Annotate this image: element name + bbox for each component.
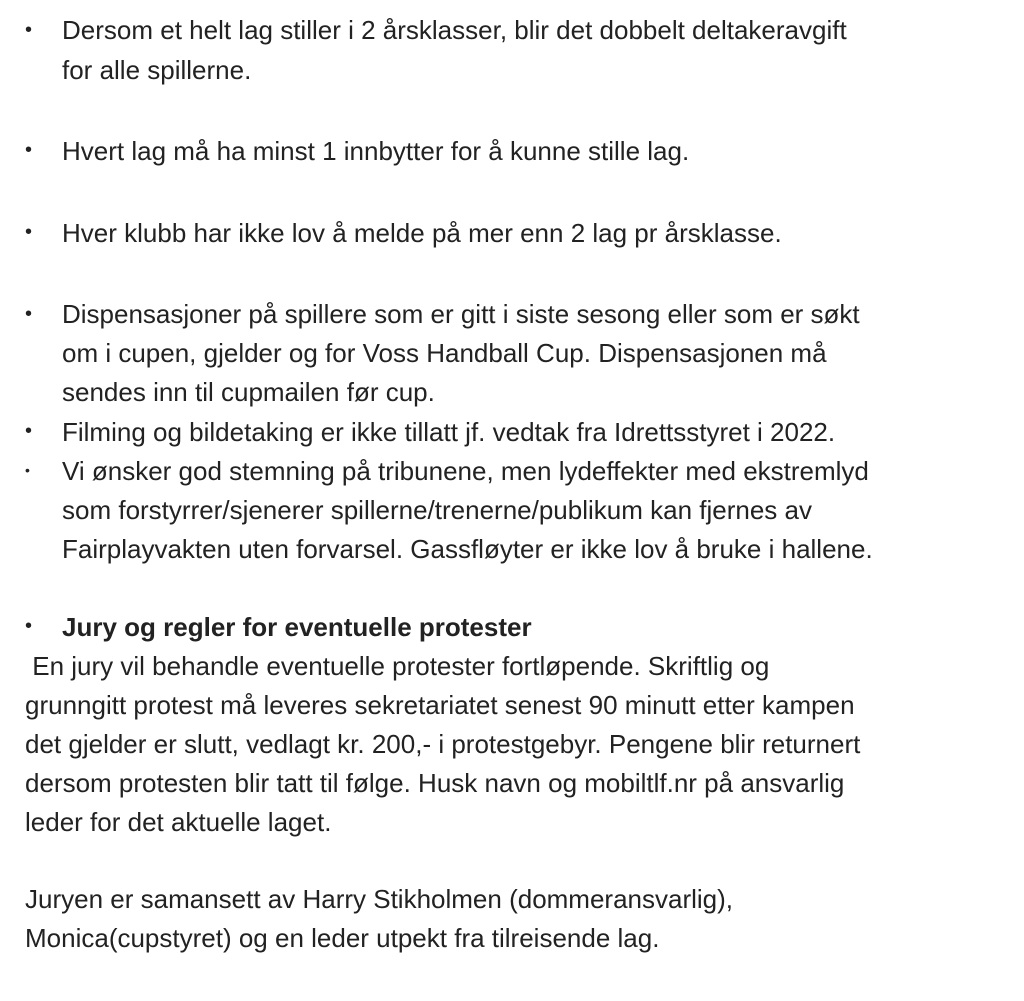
paragraph-1-line-5: leder for det aktuelle laget. [25, 807, 332, 837]
bullet-4-line-1: Dispensasjoner på spillere som er gitt i siste sesong eller som er søkt [62, 299, 860, 329]
paragraph-2-line-2: Monica(cupstyret) og en leder utpekt fra tilreisende lag. [25, 923, 660, 953]
bullet-marker: • [25, 221, 33, 243]
bullet-6-line-3: Fairplayvakten uten forvarsel. Gassfløyter er ikke lov å bruke i hallene. [62, 534, 873, 564]
bullet-marker: • [25, 420, 33, 442]
bullet-5-line-1: Filming og bildetaking er ikke tillatt jf. vedtak fra Idrettsstyret i 2022. [62, 417, 836, 447]
section-heading: Jury og regler for eventuelle protester [62, 612, 532, 642]
bullet-4-line-3: sendes inn til cupmailen før cup. [62, 377, 435, 407]
bullet-6-line-1: Vi ønsker god stemning på tribunene, men lydeffekter med ekstremlyd [62, 456, 869, 486]
bullet-2-line-1: Hvert lag må ha minst 1 innbytter for å kunne stille lag. [62, 136, 690, 166]
paragraph-1-line-4: dersom protesten blir tatt til følge. Husk navn og mobiltlf.nr på ansvarlig [25, 768, 845, 798]
bullet-1-line-1: Dersom et helt lag stiller i 2 årsklasser, blir det dobbelt deltakeravgift [62, 15, 847, 45]
bullet-marker: • [25, 462, 30, 478]
paragraph-2-line-1: Juryen er samansett av Harry Stikholmen (dommeransvarlig), [25, 884, 734, 914]
paragraph-1-line-2: grunngitt protest må leveres sekretariatet senest 90 minutt etter kampen [25, 690, 855, 720]
paragraph-1-line-3: det gjelder er slutt, vedlagt kr. 200,- i protestgebyr. Pengene blir returnert [25, 729, 861, 759]
bullet-1-line-2: for alle spillerne. [62, 55, 252, 85]
bullet-marker: • [25, 615, 33, 637]
bullet-marker: • [25, 303, 33, 325]
bullet-marker: • [25, 19, 33, 41]
bullet-marker: • [25, 139, 33, 161]
paragraph-1-line-1: En jury vil behandle eventuelle protester fortløpende. Skriftlig og [25, 651, 770, 681]
bullet-4-line-2: om i cupen, gjelder og for Voss Handball Cup. Dispensasjonen må [62, 338, 827, 368]
bullet-3-line-1: Hver klubb har ikke lov å melde på mer enn 2 lag pr årsklasse. [62, 218, 782, 248]
bullet-6-line-2: som forstyrrer/sjenerer spillerne/trenerne/publikum kan fjernes av [62, 495, 812, 525]
